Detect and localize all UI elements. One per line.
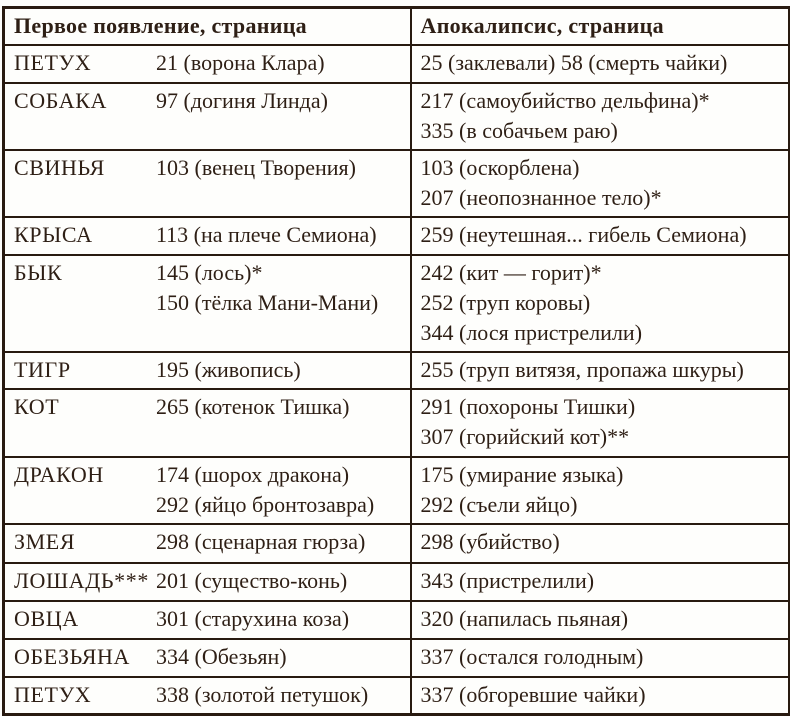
apocalypse-cell xyxy=(411,83,790,150)
apocalypse-cell xyxy=(411,255,790,352)
page-entry: 259 (неутешная... гибель Семиона) xyxy=(420,222,747,247)
animal-name: ПЕТУХ xyxy=(14,50,92,75)
page-entry: 344 (лося пристрелили) xyxy=(420,320,643,345)
page-entry: 337 (обгоревшие чайки) xyxy=(420,682,646,707)
table-row xyxy=(4,389,790,457)
table-row xyxy=(4,83,790,150)
page-entry: 343 (пристрелили) xyxy=(420,568,595,593)
animal-name: ТИГР xyxy=(14,357,71,382)
page-entry: 292 (яйцо бронтозавра) xyxy=(156,492,375,517)
animal-name: СОБАКА xyxy=(14,88,107,113)
page-entry: 25 (заклевали) 58 (смерть чайки) xyxy=(420,50,728,75)
animal-name: ЛОШАДЬ*** xyxy=(14,568,149,593)
page-entry: 21 (ворона Клара) xyxy=(156,50,325,75)
page-entry: 292 (съели яйцо) xyxy=(420,492,578,517)
page-entry: 242 (кит — горит)* xyxy=(420,260,602,285)
page-entry: 265 (котенок Тишка) xyxy=(156,394,350,419)
apocalypse-cell xyxy=(411,217,790,255)
header-apocalypse: Апокалипсис, страница xyxy=(411,8,790,46)
first-appearance-cell xyxy=(4,217,411,255)
first-appearance-cell xyxy=(4,45,411,83)
table-row xyxy=(4,601,790,639)
page-entry: 175 (умирание языка) xyxy=(420,462,624,487)
table-row xyxy=(4,639,790,677)
animal-name: КРЫСА xyxy=(14,222,93,247)
page-entry: 252 (труп коровы) xyxy=(420,290,591,315)
page-entry: 338 (золотой петушок) xyxy=(156,682,369,707)
page-entry: 195 (живопись) xyxy=(156,357,301,382)
page-entry: 301 (старухина коза) xyxy=(156,606,350,631)
first-appearance-cell xyxy=(4,389,411,457)
table-row xyxy=(4,150,790,217)
table-row xyxy=(4,217,790,255)
page-entry: 207 (неопознанное тело)* xyxy=(420,185,662,210)
page-entry: 150 (тёлка Мани-Мани) xyxy=(156,290,379,315)
page-entry: 307 (горийский кот)** xyxy=(420,424,630,449)
apocalypse-cell xyxy=(411,601,790,639)
animal-name: ОВЦА xyxy=(14,606,79,631)
page-entry: 97 (догиня Линда) xyxy=(156,88,328,113)
apocalypse-cell xyxy=(411,45,790,83)
first-appearance-cell xyxy=(4,601,411,639)
page-entry: 320 (напилась пьяная) xyxy=(420,606,629,631)
first-appearance-cell xyxy=(4,352,411,389)
page-entry: 201 (существо-конь) xyxy=(156,568,348,593)
animal-name: ОБЕЗЬЯНА xyxy=(14,644,130,669)
table-row xyxy=(4,524,790,563)
page-entry: 255 (труп витязя, пропажа шкуры) xyxy=(420,357,744,382)
apocalypse-cell xyxy=(411,677,790,715)
first-appearance-cell xyxy=(4,457,411,524)
apocalypse-cell xyxy=(411,563,790,601)
apocalypse-cell xyxy=(411,150,790,217)
first-appearance-cell xyxy=(4,639,411,677)
table-row xyxy=(4,352,790,389)
page-entry: 103 (венец Творения) xyxy=(156,155,356,180)
page-entry: 103 (оскорблена) xyxy=(420,155,580,180)
table-row xyxy=(4,457,790,524)
first-appearance-cell xyxy=(4,563,411,601)
page-entry: 298 (сценарная гюрза) xyxy=(156,529,366,554)
apocalypse-cell xyxy=(411,389,790,457)
page-entry: 291 (похороны Тишки) xyxy=(420,394,636,419)
apocalypse-cell xyxy=(411,352,790,389)
animals-pages-table xyxy=(2,6,790,716)
page-entry: 298 (убийство) xyxy=(420,529,560,554)
first-appearance-cell xyxy=(4,677,411,715)
animal-name: ПЕТУХ xyxy=(14,682,92,707)
page-entry: 334 (Обезьян) xyxy=(156,644,287,669)
page-entry: 337 (остался голодным) xyxy=(420,644,644,669)
animal-name: КОТ xyxy=(14,394,60,419)
animal-name: ЗМЕЯ xyxy=(14,529,76,554)
header-row xyxy=(4,8,790,46)
page-entry: 145 (лось)* xyxy=(156,260,263,285)
animal-name: БЫК xyxy=(14,260,63,285)
table-row xyxy=(4,563,790,601)
first-appearance-cell xyxy=(4,524,411,563)
page-entry: 217 (самоубийство дельфина)* xyxy=(420,88,710,113)
page-entry: 335 (в собачьем раю) xyxy=(420,118,618,143)
apocalypse-cell xyxy=(411,639,790,677)
table-row xyxy=(4,255,790,352)
first-appearance-cell xyxy=(4,83,411,150)
first-appearance-cell xyxy=(4,255,411,352)
animal-name: СВИНЬЯ xyxy=(14,155,105,180)
animal-name: ДРАКОН xyxy=(14,462,104,487)
table-row xyxy=(4,45,790,83)
table-row xyxy=(4,677,790,715)
page-entry: 113 (на плече Семиона) xyxy=(156,222,377,247)
apocalypse-cell xyxy=(411,524,790,563)
header-first-appearance: Первое появление, страница xyxy=(4,8,411,46)
page-entry: 174 (шорох дракона) xyxy=(156,462,350,487)
apocalypse-cell xyxy=(411,457,790,524)
first-appearance-cell xyxy=(4,150,411,217)
